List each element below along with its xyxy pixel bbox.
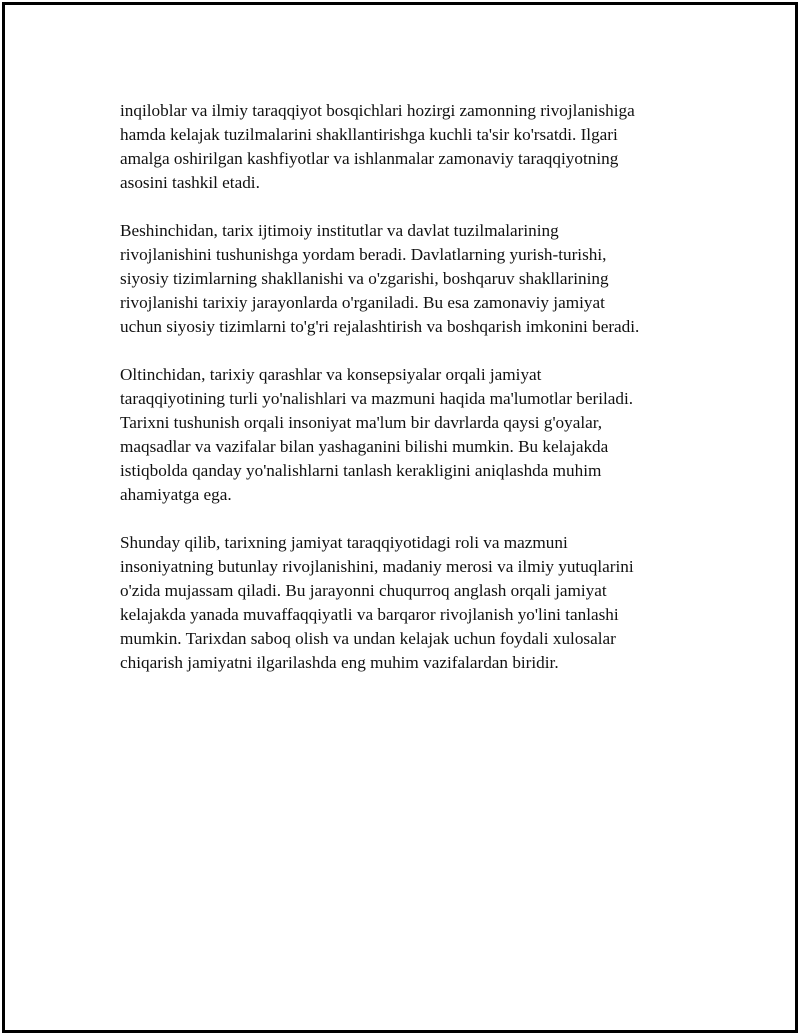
text-line: uchun siyosiy tizimlarni to'g'ri rejalashtirish va boshqarish imkonini beradi. bbox=[120, 317, 640, 336]
text-line: Shunday qilib, tarixning jamiyat taraqqiyotidagi roli va mazmuni bbox=[120, 533, 568, 552]
text-line: asosini tashkil etadi. bbox=[120, 173, 260, 192]
text-line: istiqbolda qanday yo'nalishlarni tanlash kerakligini aniqlashda muhim bbox=[120, 461, 602, 480]
text-line: insoniyatning butunlay rivojlanishini, madaniy merosi va ilmiy yutuqlarini bbox=[120, 557, 634, 576]
text-line: taraqqiyotining turli yo'nalishlari va mazmuni haqida ma'lumotlar beriladi. bbox=[120, 389, 634, 408]
text-line: Beshinchidan, tarix ijtimoiy institutlar va davlat tuzilmalarining bbox=[120, 221, 559, 240]
text-line: rivojlanishini tushunishga yordam beradi. Davlatlarning yurish-turishi, bbox=[120, 245, 607, 264]
text-line: o'zida mujassam qiladi. Bu jarayonni chuqurroq anglash orqali jamiyat bbox=[120, 581, 607, 600]
paragraph-3 bbox=[120, 363, 690, 507]
text-line: Tarixni tushunish orqali insoniyat ma'lum bir davrlarda qaysi g'oyalar, bbox=[120, 413, 603, 432]
text-line: amalga oshirilgan kashfiyotlar va ishlanmalar zamonaviy taraqqiyotning bbox=[120, 149, 619, 168]
paragraph-2 bbox=[120, 219, 690, 339]
document-page bbox=[2, 2, 798, 1033]
paragraph-4 bbox=[120, 531, 690, 675]
paragraph-1 bbox=[120, 99, 690, 195]
text-line: chiqarish jamiyatni ilgarilashda eng muhim vazifalardan biridir. bbox=[120, 653, 559, 672]
document-body bbox=[120, 99, 690, 699]
text-line: mumkin. Tarixdan saboq olish va undan kelajak uchun foydali xulosalar bbox=[120, 629, 616, 648]
text-line: rivojlanishi tarixiy jarayonlarda o'rganiladi. Bu esa zamonaviy jamiyat bbox=[120, 293, 605, 312]
text-line: kelajakda yanada muvaffaqqiyatli va barqaror rivojlanish yo'lini tanlashi bbox=[120, 605, 619, 624]
text-line: inqiloblar va ilmiy taraqqiyot bosqichlari hozirgi zamonning rivojlanishiga bbox=[120, 101, 635, 120]
text-line: ahamiyatga ega. bbox=[120, 485, 232, 504]
text-line: Oltinchidan, tarixiy qarashlar va konsepsiyalar orqali jamiyat bbox=[120, 365, 542, 384]
text-line: siyosiy tizimlarning shakllanishi va o'zgarishi, boshqaruv shakllarining bbox=[120, 269, 609, 288]
text-line: maqsadlar va vazifalar bilan yashaganini bilishi mumkin. Bu kelajakda bbox=[120, 437, 609, 456]
text-line: hamda kelajak tuzilmalarini shakllantirishga kuchli ta'sir ko'rsatdi. Ilgari bbox=[120, 125, 618, 144]
